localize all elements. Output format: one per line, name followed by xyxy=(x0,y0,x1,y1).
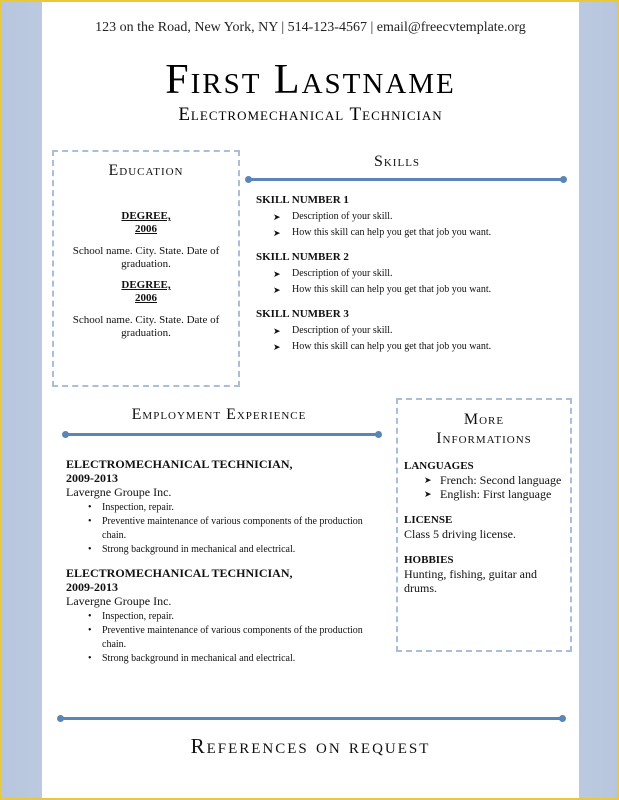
education-item xyxy=(62,210,230,271)
job-bullet: • Inspection, repair. xyxy=(88,611,174,622)
candidate-name: First Lastname xyxy=(165,57,456,103)
job-bullet: • Strong background in mechanical and electrical. xyxy=(88,653,296,664)
dot-bullet-icon: • xyxy=(88,502,92,513)
school-info: School name. City. State. Date of graduation. xyxy=(72,314,220,339)
dot-bullet-icon: • xyxy=(88,625,92,636)
arrow-bullet-icon: ➤ xyxy=(424,489,432,499)
employment-title: Employment Experience xyxy=(131,406,307,423)
job-title: Electromechanical Technician xyxy=(178,104,443,125)
employment-list xyxy=(66,457,386,666)
school-info: School name. City. State. Date of graduation. xyxy=(72,245,220,270)
skill-item xyxy=(256,251,566,298)
license-heading: LICENSE xyxy=(404,514,453,526)
arrow-bullet-icon: ➤ xyxy=(273,342,281,352)
job-bullet: • Preventive maintenance of various components of the production chain. xyxy=(88,625,363,650)
language-item: ➤ French: Second language xyxy=(424,473,562,487)
hobbies-heading: HOBBIES xyxy=(404,554,454,566)
job-entry-title: ELECTROMECHANICAL TECHNICIAN, xyxy=(66,566,293,580)
references-divider xyxy=(60,717,563,720)
job-bullet: • Preventive maintenance of various components of the production chain. xyxy=(88,516,363,541)
skill-name: SKILL NUMBER 3 xyxy=(256,308,349,320)
skills-list xyxy=(256,194,566,355)
more-info-content xyxy=(404,460,566,595)
skill-bullet: ➤ Description of your skill. xyxy=(256,266,566,282)
job-bullet: • Inspection, repair. xyxy=(88,502,174,513)
license-text: Class 5 driving license. xyxy=(404,527,516,541)
skill-bullet: ➤ How this skill can help you get that job you want. xyxy=(256,339,566,355)
skill-bullet: ➤ How this skill can help you get that job you want. xyxy=(256,282,566,298)
outer-frame xyxy=(2,2,617,798)
skill-name: SKILL NUMBER 2 xyxy=(256,251,349,263)
job-entry-years: 2009-2013 xyxy=(66,471,118,485)
contact-line: 123 on the Road, New York, NY | 514-123-4567 | email@freecvtemplate.org xyxy=(95,20,526,35)
education-list xyxy=(62,210,230,340)
skill-bullet: ➤ How this skill can help you get that job you want. xyxy=(256,225,566,241)
skill-bullet: ➤ Description of your skill. xyxy=(256,323,566,339)
more-info-title xyxy=(398,410,570,448)
more-info-title-line1: More xyxy=(463,411,505,428)
job-entry-company: Lavergne Groupe Inc. xyxy=(66,594,172,608)
arrow-bullet-icon: ➤ xyxy=(273,326,281,336)
job-bullet: • Strong background in mechanical and electrical. xyxy=(88,544,296,555)
job-entry-title: ELECTROMECHANICAL TECHNICIAN, xyxy=(66,457,293,471)
references-line: References on request xyxy=(190,734,431,758)
dot-bullet-icon: • xyxy=(88,611,92,622)
skill-item xyxy=(256,308,566,355)
degree-name: DEGREE, xyxy=(121,279,171,291)
arrow-bullet-icon: ➤ xyxy=(424,475,432,485)
skills-divider xyxy=(248,178,564,181)
arrow-bullet-icon: ➤ xyxy=(273,212,281,222)
education-title: Education xyxy=(108,162,184,179)
job-entry-company: Lavergne Groupe Inc. xyxy=(66,485,172,499)
more-info-title-line2: Informations xyxy=(436,430,532,447)
degree-year: 2006 xyxy=(135,223,157,235)
skill-bullet: ➤ Description of your skill. xyxy=(256,209,566,225)
more-info-box xyxy=(396,398,572,652)
job-entry xyxy=(66,457,386,557)
resume-page xyxy=(42,2,579,798)
education-box xyxy=(52,150,240,387)
skills-title: Skills xyxy=(373,153,421,170)
language-item: ➤ English: First language xyxy=(424,487,552,501)
dot-bullet-icon: • xyxy=(88,544,92,555)
hobbies-text: Hunting, fishing, guitar and drums. xyxy=(404,567,537,595)
dot-bullet-icon: • xyxy=(88,516,92,527)
employment-divider xyxy=(65,433,379,436)
arrow-bullet-icon: ➤ xyxy=(273,285,281,295)
job-entry-years: 2009-2013 xyxy=(66,580,118,594)
skill-item xyxy=(256,194,566,241)
job-entry xyxy=(66,566,386,666)
dot-bullet-icon: • xyxy=(88,653,92,664)
degree-year: 2006 xyxy=(135,292,157,304)
skill-name: SKILL NUMBER 1 xyxy=(256,194,349,206)
languages-heading: LANGUAGES xyxy=(404,460,474,472)
arrow-bullet-icon: ➤ xyxy=(273,269,281,279)
arrow-bullet-icon: ➤ xyxy=(273,228,281,238)
degree-name: DEGREE, xyxy=(121,210,171,222)
education-item xyxy=(62,279,230,340)
